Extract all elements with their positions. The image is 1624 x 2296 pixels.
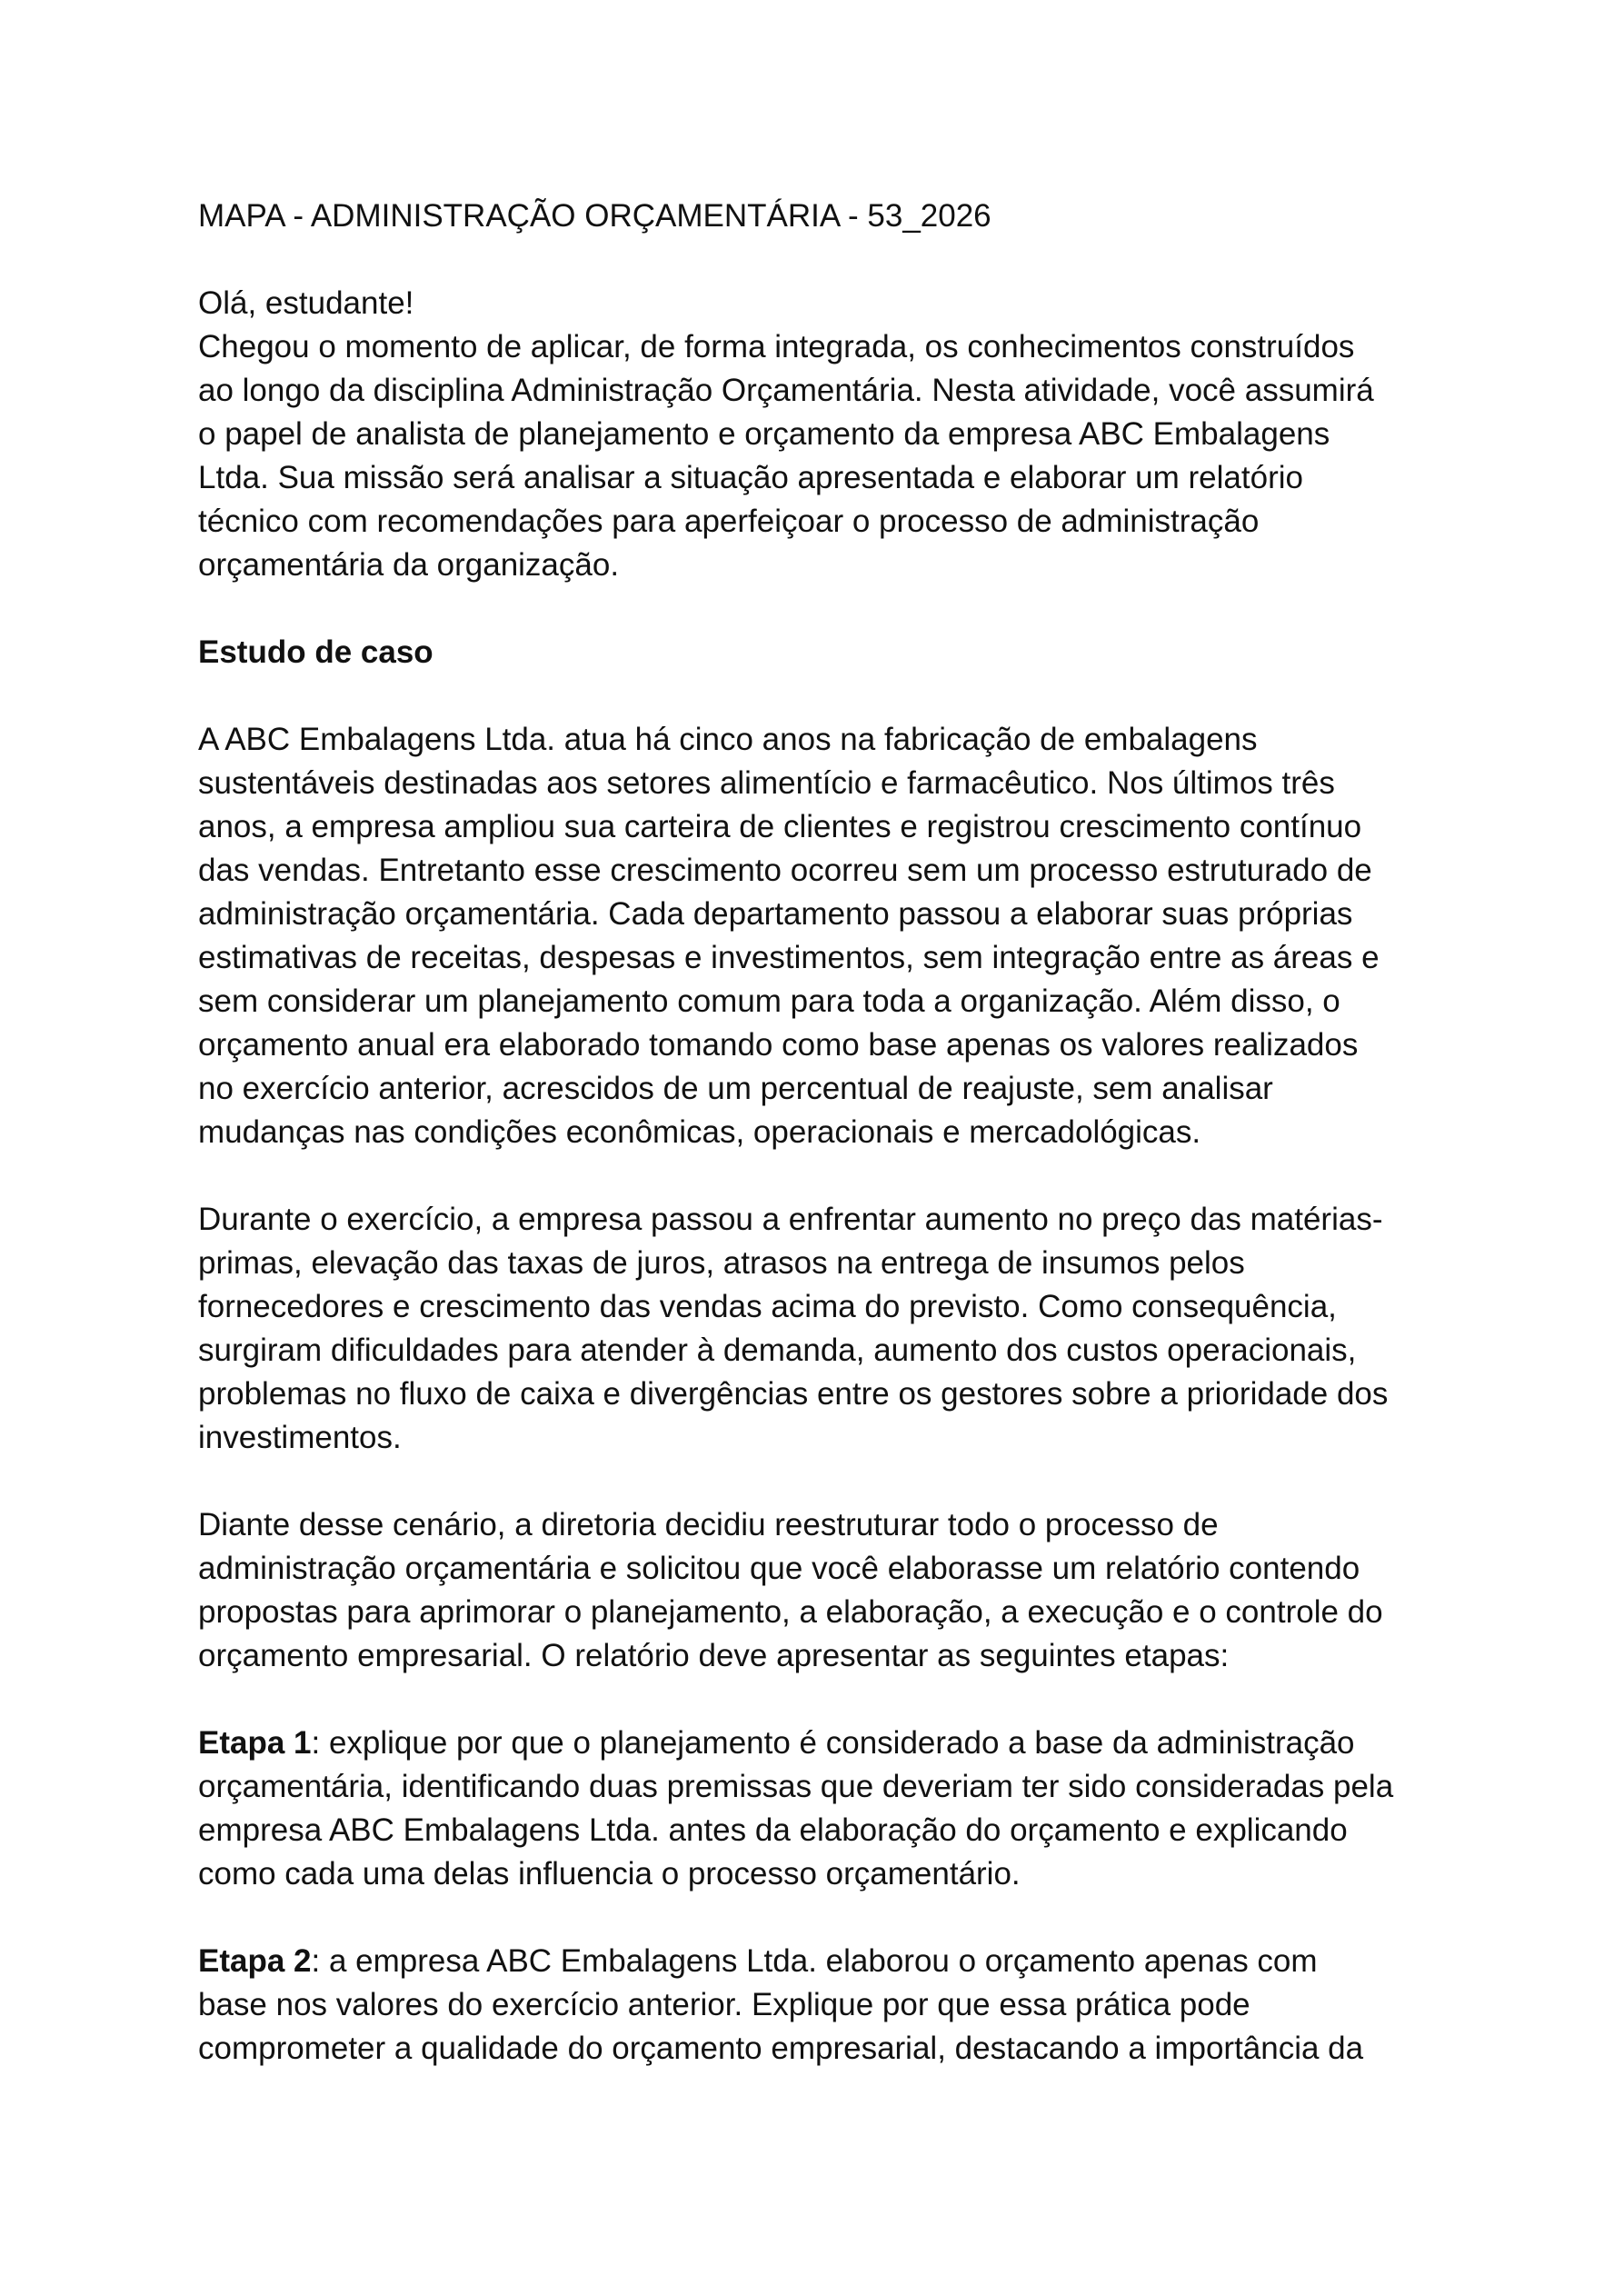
greeting: Olá, estudante! <box>198 285 414 321</box>
paragraph-line: orçamento empresarial. O relatório deve apresentar as seguintes etapas: <box>198 1638 1230 1673</box>
paragraph-line: orçamentária, identificando duas premissas que deveriam ter sido consideradas pela <box>198 1769 1394 1804</box>
paragraph-line <box>198 1940 1470 1983</box>
etapa-2-first-line: : a empresa ABC Embalagens Ltda. elaborou o orçamento apenas com <box>311 1943 1318 1979</box>
paragraph-line: mudanças nas condições econômicas, operacionais e mercadológicas. <box>198 1114 1201 1150</box>
intro-line: orçamentária da organização. <box>198 547 620 583</box>
paragraph-line: administração orçamentária e solicitou que você elaborasse um relatório contendo <box>198 1551 1360 1586</box>
intro-line: Ltda. Sua missão será analisar a situação apresentada e elaborar um relatório <box>198 460 1303 495</box>
paragraph-line: comprometer a qualidade do orçamento empresarial, destacando a importância da <box>198 2031 1364 2066</box>
paragraph-line: no exercício anterior, acrescidos de um percentual de reajuste, sem analisar <box>198 1071 1273 1106</box>
intro-line: técnico com recomendações para aperfeiçoar o processo de administração <box>198 504 1260 539</box>
intro-line: ao longo da disciplina Administração Orçamentária. Nesta atividade, você assumirá <box>198 373 1374 408</box>
paragraph-line: propostas para aprimorar o planejamento, a elaboração, a execução e o controle do <box>198 1594 1383 1630</box>
paragraph-line: sustentáveis destinadas aos setores alimentício e farmacêutico. Nos últimos três <box>198 765 1335 801</box>
paragraph-line: problemas no fluxo de caixa e divergências entre os gestores sobre a prioridade dos <box>198 1376 1389 1412</box>
case-paragraph-3 <box>198 1503 1470 1678</box>
etapa-2-paragraph <box>198 1940 1470 2071</box>
paragraph-line: administração orçamentária. Cada departamento passou a elaborar suas próprias <box>198 896 1353 932</box>
intro-line: Chegou o momento de aplicar, de forma integrada, os conhecimentos construídos <box>198 329 1355 364</box>
paragraph-line: primas, elevação das taxas de juros, atrasos na entrega de insumos pelos <box>198 1245 1245 1281</box>
paragraph-line: das vendas. Entretanto esse crescimento ocorreu sem um processo estruturado de <box>198 853 1372 888</box>
etapa-1-first-line: : explique por que o planejamento é considerado a base da administração <box>311 1725 1355 1761</box>
paragraph-line: investimentos. <box>198 1420 402 1455</box>
document-title: MAPA - ADMINISTRAÇÃO ORÇAMENTÁRIA - 53_2026 <box>198 198 991 234</box>
paragraph-line: anos, a empresa ampliou sua carteira de clientes e registrou crescimento contínuo <box>198 809 1362 844</box>
document-body <box>198 195 1470 2071</box>
paragraph-line <box>198 1722 1470 1765</box>
paragraph-line: sem considerar um planejamento comum para toda a organização. Além disso, o <box>198 983 1340 1019</box>
case-paragraph-1 <box>198 718 1470 1154</box>
section-heading: Estudo de caso <box>198 634 433 670</box>
intro-line: o papel de analista de planejamento e orçamento da empresa ABC Embalagens <box>198 416 1330 452</box>
etapa-2-label: Etapa 2 <box>198 1943 312 1979</box>
paragraph-line: como cada uma delas influencia o processo orçamentário. <box>198 1856 1021 1892</box>
etapa-1-label: Etapa 1 <box>198 1725 312 1761</box>
paragraph-line: estimativas de receitas, despesas e investimentos, sem integração entre as áreas e <box>198 940 1380 975</box>
paragraph-line: Diante desse cenário, a diretoria decidiu reestruturar todo o processo de <box>198 1507 1219 1542</box>
etapa-1-paragraph <box>198 1722 1470 1896</box>
paragraph-line: empresa ABC Embalagens Ltda. antes da elaboração do orçamento e explicando <box>198 1812 1348 1848</box>
paragraph-line: base nos valores do exercício anterior. Explique por que essa prática pode <box>198 1987 1250 2022</box>
case-paragraph-2 <box>198 1198 1470 1460</box>
paragraph-line: surgiram dificuldades para atender à demanda, aumento dos custos operacionais, <box>198 1333 1357 1368</box>
intro-paragraph <box>198 325 1470 587</box>
paragraph-line: orçamento anual era elaborado tomando como base apenas os valores realizados <box>198 1027 1359 1063</box>
paragraph-line: fornecedores e crescimento das vendas acima do previsto. Como consequência, <box>198 1289 1337 1324</box>
paragraph-line: Durante o exercício, a empresa passou a enfrentar aumento no preço das matérias- <box>198 1202 1383 1237</box>
paragraph-line: A ABC Embalagens Ltda. atua há cinco anos na fabricação de embalagens <box>198 722 1258 757</box>
